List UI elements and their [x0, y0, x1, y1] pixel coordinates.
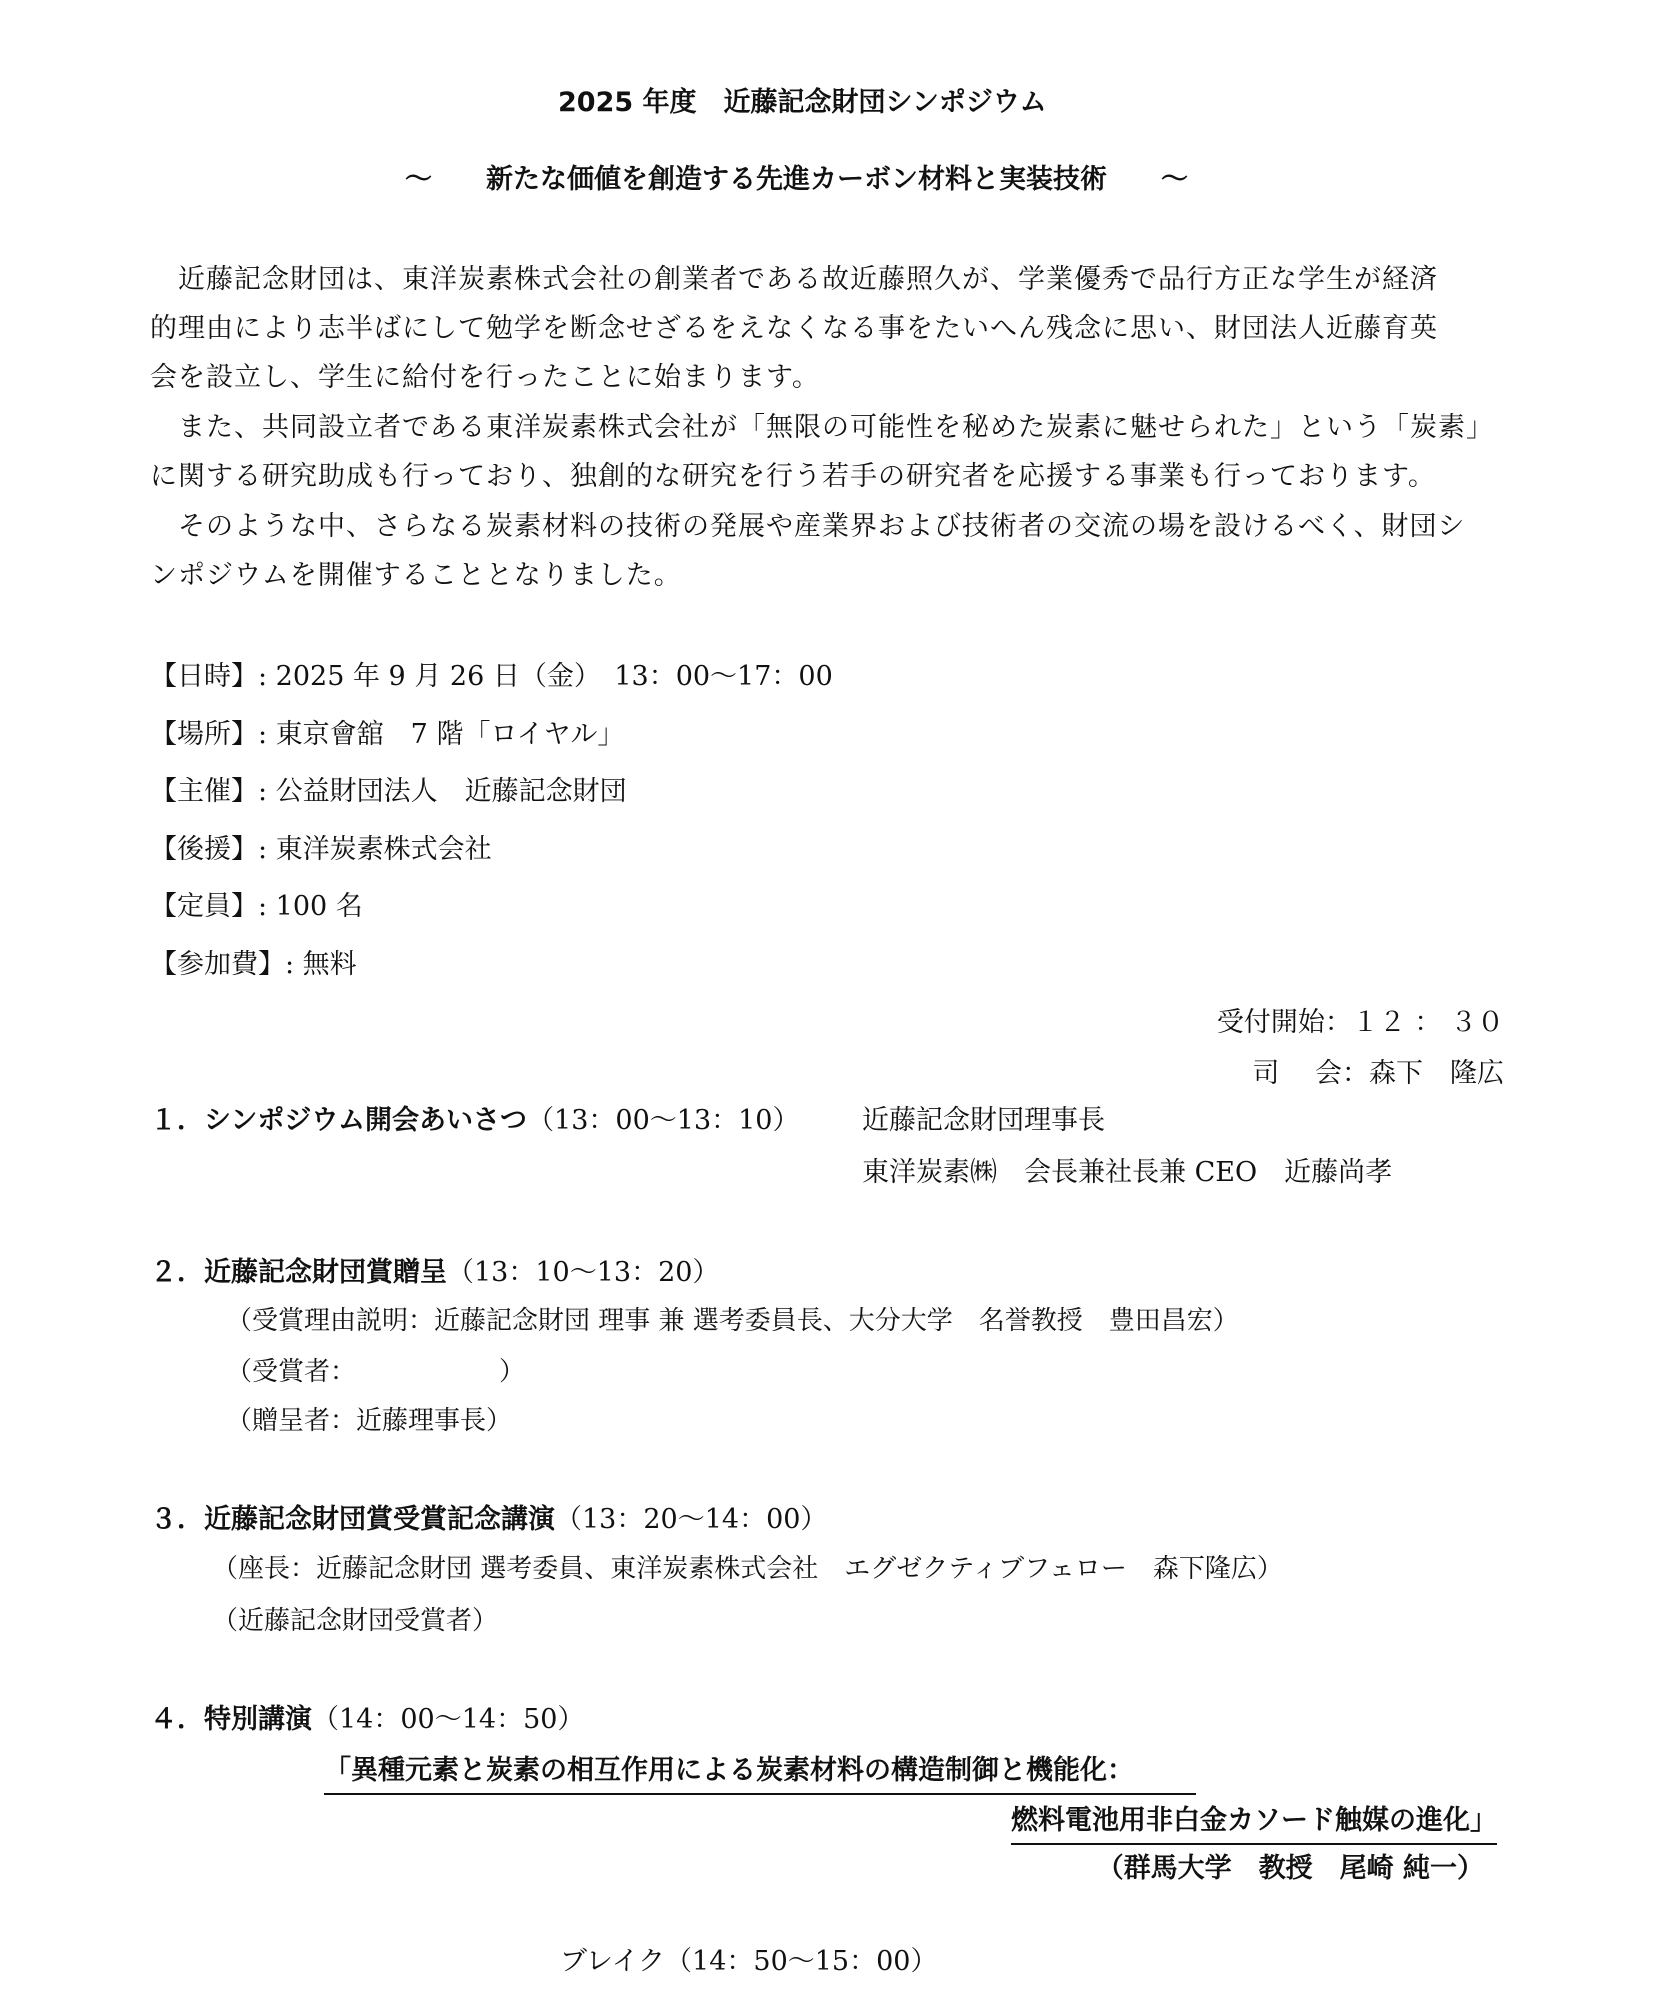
master-of-ceremonies: 司 会：森下 隆広 [1252, 1058, 1504, 1089]
lecture-title-line-2: 燃料電池用非白金カソード触媒の進化」 [1011, 1798, 1497, 1845]
program-item-1-title: １．シンポジウム開会あいさつ [150, 1105, 528, 1136]
program-item-1-heading [150, 1098, 800, 1137]
program-item-1-speaker: 東洋炭素㈱ 会長兼社長兼 CEO 近藤尚孝 [862, 1157, 1393, 1188]
program-item-2-recipient: （受賞者： ） [226, 1357, 526, 1387]
program-item-3-heading [150, 1497, 827, 1536]
info-sponsor: 【後援】: 東洋炭素株式会社 [150, 834, 492, 865]
reception-start: 受付開始：１２ ： ３０ [1216, 1007, 1504, 1038]
program-item-4-title: ４．特別講演 [150, 1704, 312, 1735]
intro-line: また、共同設立者である東洋炭素株式会社が「無限の可能性を秘めた炭素に魅せられた」という「炭素」 [178, 412, 1494, 443]
document-subtitle: ～ 新たな価値を創造する先進カーボン材料と実装技術 ～ [405, 164, 1188, 195]
program-item-1-speaker-role: 近藤記念財団理事長 [862, 1105, 1105, 1136]
program-item-2-presenter: （贈呈者：近藤理事長） [226, 1406, 513, 1436]
intro-line: 会を設立し、学生に給付を行ったことに始まります。 [150, 362, 820, 393]
program-item-3-title: ３．近藤記念財団賞受賞記念講演 [150, 1504, 555, 1535]
program-item-4-time: （14：00～14：50） [312, 1704, 585, 1735]
intro-line: に関する研究助成も行っており、独創的な研究を行う若手の研究者を応援する事業も行っております。 [150, 461, 1436, 492]
program-item-2-title: ２．近藤記念財団賞贈呈 [150, 1257, 447, 1288]
info-venue: 【場所】: 東京會舘 7 階「ロイヤル」 [150, 719, 625, 750]
lecture-speaker: （群馬大学 教授 尾崎 純一） [1096, 1853, 1484, 1884]
program-item-2-note: （受賞理由説明：近藤記念財団 理事 兼 選考委員長、大分大学 名誉教授 豊田昌宏） [226, 1306, 1239, 1336]
program-item-1-time: （13：00～13：10） [527, 1105, 800, 1136]
program-item-4-heading [150, 1697, 584, 1736]
intro-line: 近藤記念財団は、東洋炭素株式会社の創業者である故近藤照久が、学業優秀で品行方正な学生が経済 [178, 264, 1438, 295]
program-item-3-speaker: （近藤記念財団受賞者） [212, 1606, 499, 1636]
intro-line: 的理由により志半ばにして勉学を断念せざるをえなくなる事をたいへん残念に思い、財団法人近藤育英 [150, 313, 1438, 344]
program-item-2-heading [150, 1250, 719, 1289]
lecture-title-line-1: 「異種元素と炭素の相互作用による炭素材料の構造制御と機能化： [324, 1748, 1196, 1795]
intro-line: そのような中、さらなる炭素材料の技術の発展や産業界および技術者の交流の場を設けるべく、財団シ [178, 511, 1466, 542]
info-fee: 【参加費】: 無料 [150, 949, 357, 980]
program-item-2-time: （13：10～13：20） [447, 1257, 720, 1288]
info-capacity: 【定員】: 100 名 [150, 891, 363, 922]
break-time: ブレイク（14：50～15：00） [560, 1946, 938, 1977]
document-title: 2025 年度 近藤記念財団シンポジウム [558, 87, 1047, 118]
program-item-3-time: （13：20～14：00） [555, 1504, 828, 1535]
intro-line: ンポジウムを開催することとなりました。 [150, 560, 682, 591]
info-datetime: 【日時】: 2025 年 9 月 26 日（金） 13：00～17：00 [150, 661, 833, 692]
info-organizer: 【主催】: 公益財団法人 近藤記念財団 [150, 776, 627, 807]
program-item-3-chair: （座長：近藤記念財団 選考委員、東洋炭素株式会社 エグゼクティブフェロー 森下隆広） [212, 1554, 1283, 1584]
